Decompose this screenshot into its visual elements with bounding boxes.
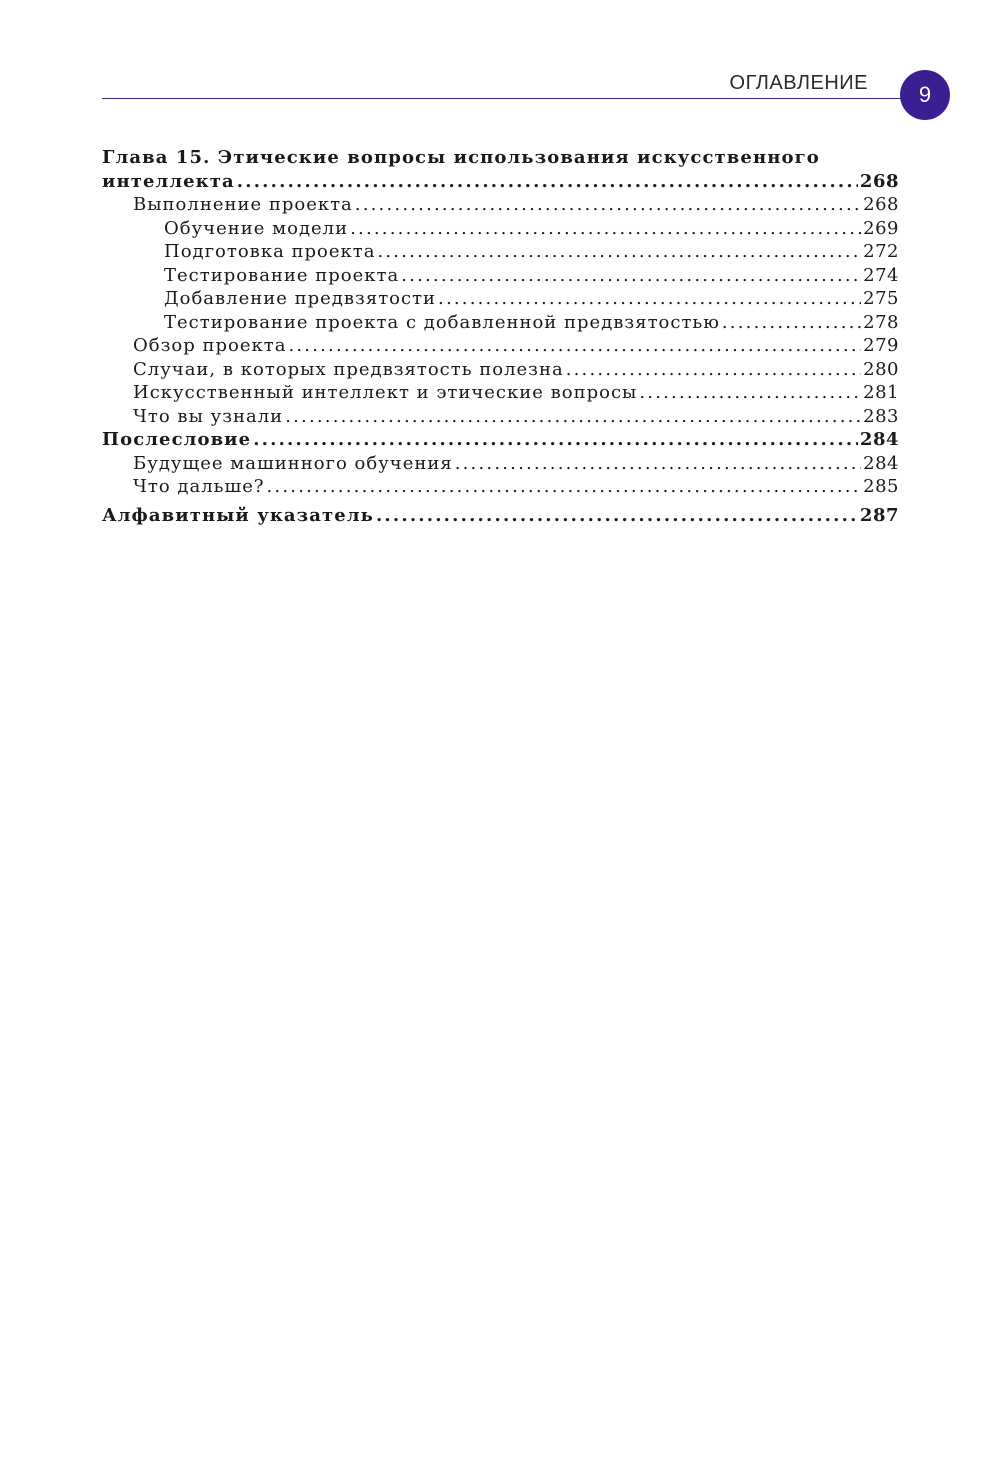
toc-entry[interactable]	[102, 405, 899, 429]
entry-title: Искусственный интеллект и этические вопросы	[133, 382, 638, 403]
page-number: 285	[863, 476, 899, 497]
entry-title: Подготовка проекта	[164, 241, 376, 262]
toc-entry[interactable]	[102, 452, 899, 476]
page-number: 268	[859, 170, 899, 192]
page-number-badge: 9	[900, 70, 950, 120]
page-number: 278	[863, 311, 899, 333]
entry-title: Случаи, в которых предвзятость полезна	[133, 358, 564, 380]
dot-leader	[288, 334, 861, 358]
entry-title: Выполнение проекта	[133, 194, 353, 215]
entry-title: Послесловие	[102, 429, 252, 450]
page-number: 269	[863, 217, 899, 239]
dot-leader	[566, 358, 861, 382]
dot-leader	[377, 240, 861, 264]
dot-leader	[455, 452, 861, 476]
toc-entry[interactable]	[102, 264, 899, 288]
toc-entry[interactable]	[102, 193, 899, 217]
entry-title: Будущее машинного обучения	[133, 452, 453, 474]
page-number: 275	[863, 288, 899, 309]
dot-leader	[722, 311, 861, 335]
page-number: 268	[863, 194, 899, 215]
chapter-title: Глава 15. Этические вопросы использования искусственного	[102, 147, 820, 168]
entry-title: Обучение модели	[164, 217, 349, 239]
afterword-entry[interactable]	[102, 428, 899, 452]
toc-entry[interactable]	[102, 217, 899, 241]
toc-entry[interactable]	[102, 287, 899, 311]
toc-entry[interactable]	[102, 240, 899, 264]
dot-leader	[237, 170, 858, 194]
page-header	[102, 68, 950, 124]
page-number: 280	[863, 358, 899, 380]
page-number: 284	[863, 452, 899, 474]
page-number: 281	[863, 382, 899, 403]
entry-title: Алфавитный указатель	[102, 504, 374, 526]
dot-leader	[267, 475, 862, 499]
dot-leader	[355, 193, 861, 217]
entry-title: Тестирование проекта	[164, 264, 400, 286]
dot-leader	[350, 217, 861, 241]
dot-leader	[639, 381, 861, 405]
table-of-contents	[102, 146, 899, 527]
running-head-title: ОГЛАВЛЕНИЕ	[729, 72, 868, 94]
toc-entry[interactable]	[102, 334, 899, 358]
toc-entry[interactable]	[102, 358, 899, 382]
entry-title: Что вы узнали	[133, 405, 284, 427]
page-number: 284	[859, 429, 899, 450]
entry-title: Тестирование проекта с добавленной предвзятостью	[164, 311, 720, 333]
dot-leader	[376, 504, 858, 528]
dot-leader	[401, 264, 861, 288]
page-number: 274	[863, 264, 899, 286]
page-number: 272	[863, 241, 899, 262]
dot-leader	[438, 287, 861, 311]
entry-title: Обзор проекта	[133, 335, 287, 356]
entry-title: Добавление предвзятости	[164, 288, 437, 309]
chapter-title-cont: интеллекта	[102, 170, 235, 192]
dot-leader	[253, 428, 858, 452]
toc-entry[interactable]	[102, 475, 899, 499]
page-number: 287	[859, 504, 899, 526]
dot-leader	[285, 405, 861, 429]
entry-title: Что дальше?	[133, 476, 265, 497]
toc-entry[interactable]	[102, 311, 899, 335]
toc-entry[interactable]	[102, 381, 899, 405]
index-entry[interactable]	[102, 504, 899, 528]
chapter-entry[interactable]	[102, 170, 899, 194]
page-number: 279	[863, 335, 899, 356]
page-number: 283	[863, 405, 899, 427]
header-rule	[102, 98, 902, 99]
